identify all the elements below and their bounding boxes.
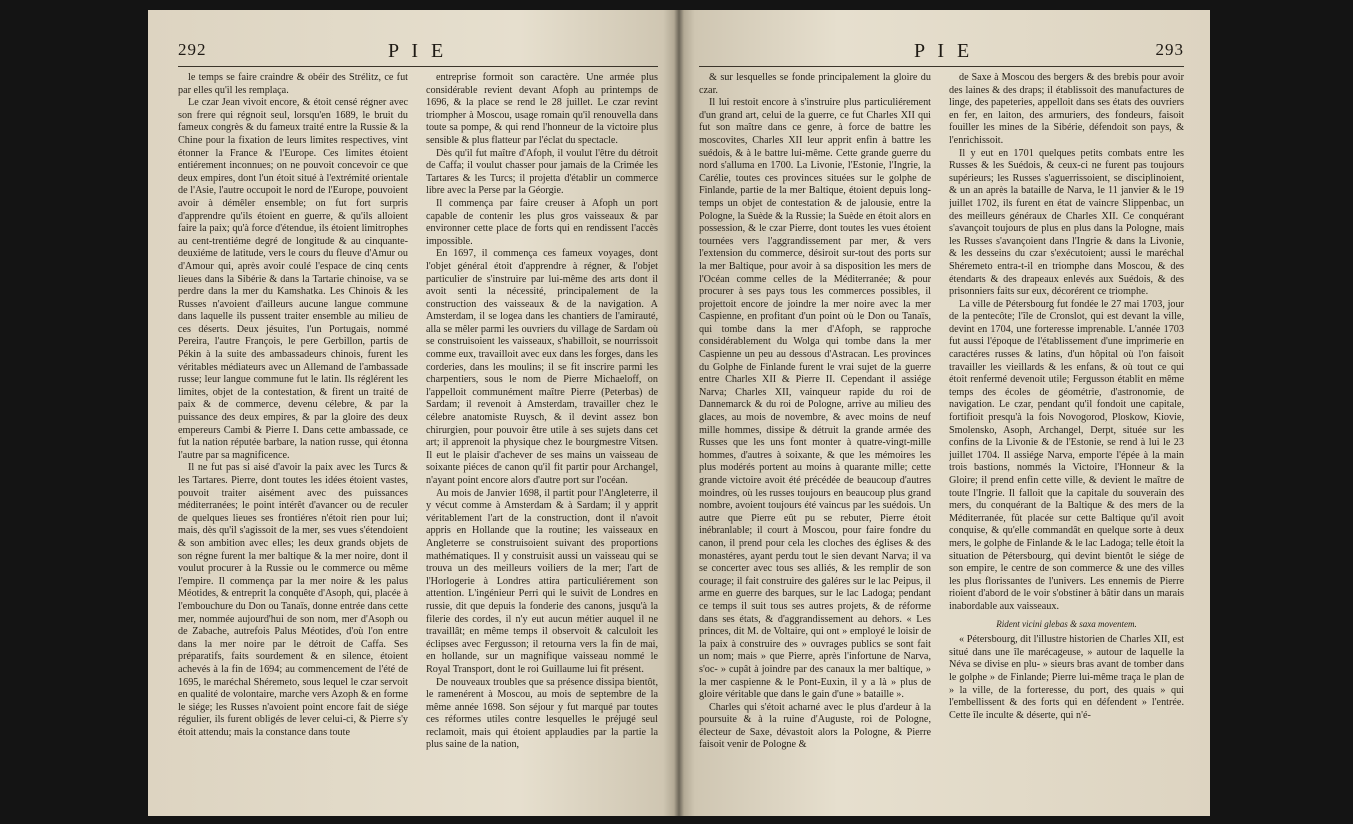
paragraph: de Saxe à Moscou des bergers & des brebis pour avoir des laines & des draps; il établissoit des manufactures de linge, des papeteries, appelloit dans ses états des ouvriers en fer, en laiton, des armuriers, des fondeurs, faisoit fouiller les mines de la Sibérie, défendoit son pays, & l'enrichissoit. [949, 72, 1184, 146]
page-title: P I E [388, 40, 448, 62]
left-page [148, 10, 679, 816]
header-rule [699, 66, 1184, 67]
paragraph: Il y eut en 1701 quelques petits combats entre les Russes & les Suédois, & ceux-ci ne furent pas toujours supérieurs; les Russes s'aguerrissoient, se disciplinoient, & un an après la bataille de Narva, le 11 janvier & le 19 juillet 1702, ils furent en état de vaincre Slippenbac, un des meilleurs généraux de Charles XII. Ce conquérant s'avançoit toujours de plus en plus dans la Pologne, mais les Russes s'avançoient dans l'Ingrie & dans la Livonie, & les desseins du czar s'exécutoient; aussi le maréchal Shéremeto entra-t-il en triomphe dans Moscou, & des étendarts & des drapeaux enlevés aux Suédois, & des prisonniers faits sur eux, décorérent ce triomphe. [949, 147, 1184, 298]
paragraph: Le czar Jean vivoit encore, & étoit censé régner avec son frere qui régnoit seul, lorsqu'en 1689, le bruit du fameux congrès & du fameux traité entre la Russie & la Chine pour la fixation de leurs limites respectives, vint étonner la France & l'Europe. Ces limites étoient entiérement inconnues; on ne pouvoit concevoir ce que deux empires, dont l'un étoit situé à l'extrémité orientale de l'Asie, l'autre occupoit le nord de l'Europe, pouvoient avoir à démêler ensemble; on fut fort surpris d'apprendre qu'ils étoient en guerre, & qu'ils alloient faire la paix; qu'à force d'étendue, ils étoient limitrophes au cent-trentiéme degré de longitude & au cinquante-deuxiéme de latitude, vers le cours du fleuve d'Amur ou d'Amour qui, après avoir coulé l'espace de cinq cents lieues dans la Sibérie & dans la Tartarie chinoise, va se perdre dans la mer du Kamshatka. Les Chinois & les Russes n'avoient d'ailleurs aucune langue commune dans laquelle ils pussent traiter ensemble au milieu de ces déserts. Deux jésuites, l'un Portugais, nommé Pereira, l'autre François, le pere Gerbillon, partis de Pékin à la suite des ambassadeurs chinois, furent les véritables médiateurs avec un Allemand de l'ambassade russe; leur langue commune fut le latin. Ils réglérent les limites, objet de la contestation, & firent un traité de paix & de commerce, devenu célebre, & par la puissance des deux empires, & par la gloire des deux empereurs Cambi & Pierre I. Dans cette ambassade, ce fut la nation réputée barbare, la nation russe, qui étonna l'autre par sa magnificence. [178, 97, 408, 461]
quote-title: Rident vicini glebas & saxa moventem. [996, 618, 1137, 629]
book-spread [148, 10, 1210, 816]
left-column-1 [178, 72, 408, 784]
paragraph: Dès qu'il fut maître d'Afoph, il voulut l'être du détroit de Caffa; il voulut chasser pour jamais de la Crimée les Tartares & les Turcs; il projetta d'établir un commerce libre avec la Perse par la Géorgie. [426, 147, 658, 197]
paragraph: Il commença par faire creuser à Afoph un port capable de contenir les plus gros vaisseaux & par environner cette place de forts qui en rendissent l'accès impossible. [426, 197, 658, 247]
right-column-2 [949, 72, 1184, 784]
paragraph: Il ne fut pas si aisé d'avoir la paix avec les Turcs & les Tartares. Pierre, dont toutes les idées étoient vastes, pouvoit traiter aisément avec des puissances méditerranées; le point intérêt d'avancer ou de reculer de quelques lieues ses frontiéres n'étoit rien pour lui; mais, dès qu'il s'agissoit de la mer, ses vues s'étendoient & son ambition avec elles; les deux grands objets de son régne furent la mer baltique & la mer noire, dont il voulut procurer à la Russie ou le commerce ou même l'empire. Il commença par la mer noire & les palus Méotides, & entreprit la conquête d'Asoph, qui, placée à l'embouchure du Don ou Tanaïs, donne entrée dans cette mer, nommée aujourd'hui de son nom, mer d'Asoph ou de Zabache, autrefois Palus Méotides, d'où l'on entre dans la mer noire par le détroit de Caffa. Ses préparatifs, faits sourdement & en silence, étoient achevés à la fin de 1694; au commencement de l'été de 1695, le maréchal Shéremeto, sous lequel le czar servoit en qualité de volontaire, marche vers Azoph & en forme le siége; les Russes n'avoient point encore fait de siége régulier, ils furent obligés de lever celui-ci, & Pierre s'y étoit attendu; mais la constance dans toute [178, 462, 408, 738]
running-head-right [699, 40, 1184, 66]
book-gutter [674, 10, 684, 816]
header-rule [178, 66, 658, 67]
right-column-1 [699, 72, 931, 784]
paragraph: « Pétersbourg, dit l'illustre historien de Charles XII, est situé dans une île marécageuse, » autour de laquelle la Néva se divise en plu- » sieurs bras avant de tomber dans le golphe » de Finlande; Pierre lui-même traça le plan de » la ville, de la forteresse, du port, des quais » qui l'embellissent & des forts qui en défendent » l'entrée. Cette île inculte & déserte, qui n'é- [949, 634, 1184, 721]
page-title: P I E [914, 40, 974, 62]
paragraph: Charles qui s'étoit acharné avec le plus d'ardeur à la poursuite & à la ruine d'Auguste, roi de Pologne, électeur de Saxe, dévastoit alors la Pologne, & Pierre faisoit venir de Pologne & [699, 701, 931, 751]
paragraph: Au mois de Janvier 1698, il partit pour l'Angleterre, il y vécut comme à Amsterdam & à Sardam; il y apprit véritablement l'art de la construction, dont il n'avoit appris en Hollande que la routine; les vaisseaux en Angleterre se construisoient suivant des proportions mathématiques. Il y construisit aussi un vaisseau qui se trouva un des meilleurs voiliers de la mer; l'art de l'Horlogerie à Londres attira particuliérement son attention. L'ingénieur Perri qui le suivit de Londres en russie, dit que depuis la fonderie des canons, jusqu'à la filerie des cordes, il n'y eut aucun métier auquel il ne travaillât; en même temps il observoit & calculoit les éclipses avec Fergusson; il retourna vers la fin de mai, en hollande, sur un magnifique vaisseau nommé le Royal Transport, dont le roi Guillaume lui fit présent. [426, 487, 658, 675]
paragraph: entreprise formoit son caractère. Une armée plus considérable revient devant Afoph au printemps de 1696, & la place se rend le 28 juillet. Le czar revint triompher à Moscou, usage romain qu'il renouvella dans toute sa pompe, & qui rend l'honneur de la victoire plus sensible & plus flatteur par l'éclat du spectacle. [426, 72, 658, 146]
page-number: 293 [1155, 40, 1184, 59]
paragraph: le temps se faire craindre & obéir des Strélitz, ce fut par elles qu'il les remplaça. [178, 72, 408, 96]
paragraph: & sur lesquelles se fonde principalement la gloire du czar. [699, 72, 931, 96]
page-number: 292 [178, 40, 207, 59]
paragraph: De nouveaux troubles que sa présence dissipa bientôt, le ramenérent à Moscou, au mois de septembre de la même année 1698. Son séjour y fut marqué par toutes ces réformes utiles contre lesquelles le préjugé seul reclamoit, mais qui étoient applaudies par la partie la plus saine de la nation, [426, 676, 658, 751]
paragraph: Il lui restoit encore à s'instruire plus particuliérement d'un grand art, celui de la guerre, ce fut Charles XII qui fut son maître dans ce genre, à force de battre les moscovites, Charles XII leur apprit enfin à battre les suédois, & à le battre lui-même. Cette grande guerre du nord s'alluma en 1700. La Livonie, l'Estonie, l'Ingrie, la Carélie, toutes ces provinces situées sur le golphe de Finlande, partie de la mer Baltique, étoient depuis long-temps un objet de contestation & de jalousie, entre la Pologne, la Suède & la Russie; la Suède en étoit alors en possession, & le czar Pierre, dont toutes les vues étoient tournées vers l'aggrandissement par mer, & vers l'extension du commerce, désiroit sur-tout des ports sur la mer Baltique, pour avoir à sa disposition les mers de l'Océan comme celles de la Méditerranée; & pour procurer à ses pays tous les commerces possibles, il projettoit encore de joindre la mer noire avec la mer Caspienne, en profitant d'un point où le Don ou Tanaïs, qui tombe dans la mer d'Afoph, se rapproche considérablement du Wolga qui tombe dans la mer Caspienne un peu au dessous d'Astracan. Les provinces du Golphe de Finlande furent le vrai sujet de la guerre entre Charles XII & Pierre II. Cependant il assiége Narva; Charles XII, vainqueur rapide du roi de Dannemarck & du roi de Pologne, arrive au milieu des glaces, au mois de novembre, & avec moins de neuf mille hommes, dissipe & détruit la grande armée des Russes que les uns font monter à quatre-vingt-mille hommes, d'autres à soixante, & que les mémoires les plus modérés portent au moins à quarante mille; cette grande victoire avoit été précédée de beaucoup d'autres moindres, où les russes toujours en beaucoup plus grand nombre, avoient toujours été vaincus par les suédois. Un autre que Pierre eût pu se rebuter, Pierre étoit inébranlable; il court à Moscou, pour faire fondre du canon, il prend pour cela les cloches des églises & des monastéres, ayant perdu tout le sien devant Narva; il va se concerter avec tous ses alliés, & les remplir de son courage; il fait construire des galéres sur le lac Peipus, il arme en guerre des barques, sur le lac Ladoga; pendant ce temps il suit tous ses autres projets, & de réforme dans ses états, & d'aggrandissement au dehors. « Les princes, dit M. de Voltaire, qui ont » employé le loisir de la paix à construire des » ouvrages publics se sont fait un nom; mais » que Pierre, après l'infortune de Narva, s'oc- » cupât à joindre par des canaux la mer baltique, » la mer caspienne & le Pont-Euxin, il y a là » plus de gloire véritable que dans le gain d'une » bataille ». [699, 97, 931, 701]
paragraph: En 1697, il commença ces fameux voyages, dont l'objet général étoit d'apprendre à régner, & l'objet particulier de s'instruire par lui-même des arts dont il avoit senti la nécessité, principalement de la construction des vaisseaux & de la navigation. A Amsterdam, il se logea dans les chantiers de l'amirauté, alla se mêler parmi les ouvriers du village de Sardam où se construisoient les vaisseaux, s'habilloit, se nourrissoit comme eux, travailloit avec eux dans les forges, dans les corderies, dans les moulins; il se fit inscrire parmi les charpentiers, sous le nom de Pierre Michaeloff, on l'appelloit communément maître Pierre (Peterbas) de Sardam; il revenoit à Amsterdam, travailler chez le célebre anatomiste Ruysch, & il devint assez bon chirurgien, pour pouvoir être utile à ses sujets dans cet art; il apprenoit la physique chez le bourgmestre Vitsen. Il eut le plaisir d'achever de ses mains un vaisseau de soixante piéces de canon qu'il fit partir pour Archangel, n'ayant point encore alors d'autre port sur l'océan. [426, 248, 658, 486]
left-column-2 [426, 72, 658, 784]
paragraph: La ville de Pétersbourg fut fondée le 27 mai 1703, jour de la pentecôte; l'île de Cronslot, qui est devant la ville, devint en 1704, une forteresse imprenable. L'année 1703 fut aussi l'époque de l'établissement d'une imprimerie en caractéres russes & latins, d'un hôpital où l'on faisoit travailler les vieillards & les enfans, & où tout ce qui étoit renfermé devenoit utile; Fergusson établit en même temps des écoles de géométrie, d'astronomie, de navigation. Le czar, pendant qu'il fondoit une capitale, fortifioit presqu'à la fois Novogorod, Ploskow, Kiovie, Smolensko, Asoph, Archangel, Derpt, située sur les confins de la Livonie & de l'Estonie, se rend à lui le 23 juillet 1704. Il assiége Narva, emporte l'épée à la main trois bastions, nommés la Victoire, l'Honneur & la Gloire; il prend enfin cette ville, & devient le maître de toute l'Ingrie. Il falloit que la capitale du souverain des mers, du conquérant de la Baltique & des mers de la Méditerranée, fût placée sur cette Baltique qu'il avoit conquise, & qu'elle commandât en quelque sorte à deux mers, le golphe de Finlande & le lac Ladoga; telle étoit la situation de Pétersbourg, qui devint bientôt le siége de son empire, le centre de son commerce & une des villes les plus florissantes de l'univers. Les ennemis de Pierre rioient d'abord de le voir s'obstiner à bâtir dans un marais inabordable aux vaisseaux. [949, 298, 1184, 612]
right-page [679, 10, 1210, 816]
running-head-left [178, 40, 658, 66]
